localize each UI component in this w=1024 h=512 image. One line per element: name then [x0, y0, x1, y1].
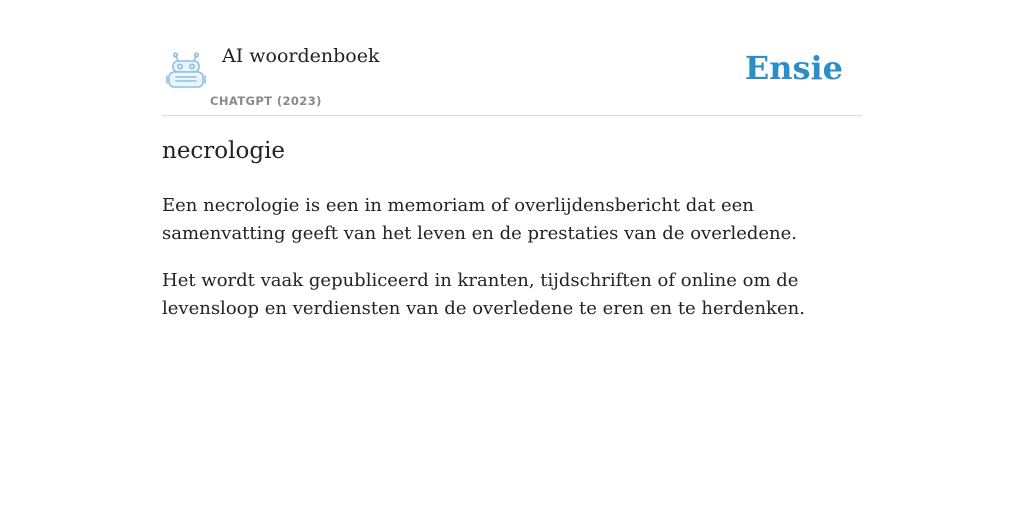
definition-paragraph: Een necrologie is een in memoriam of overlijdensbericht dat een samenvatting geeft van het leven en de prestaties van de overledene. [162, 195, 798, 244]
robot-icon [166, 52, 206, 90]
source-title: AI woordenboek [222, 45, 380, 67]
source-subtitle: CHATGPT (2023) [210, 94, 322, 108]
entry-term: necrologie [162, 138, 286, 164]
brand-logo[interactable]: Ensie [744, 49, 843, 87]
dictionary-entry-card [162, 0, 862, 319]
definition-paragraph: Het wordt vaak gepubliceerd in kranten, tijdschriften of online om de levensloop en verdiensten van de overledene te eren en te herdenken. [162, 270, 805, 319]
entry-header [162, 0, 862, 116]
entry-definition [162, 192, 862, 342]
